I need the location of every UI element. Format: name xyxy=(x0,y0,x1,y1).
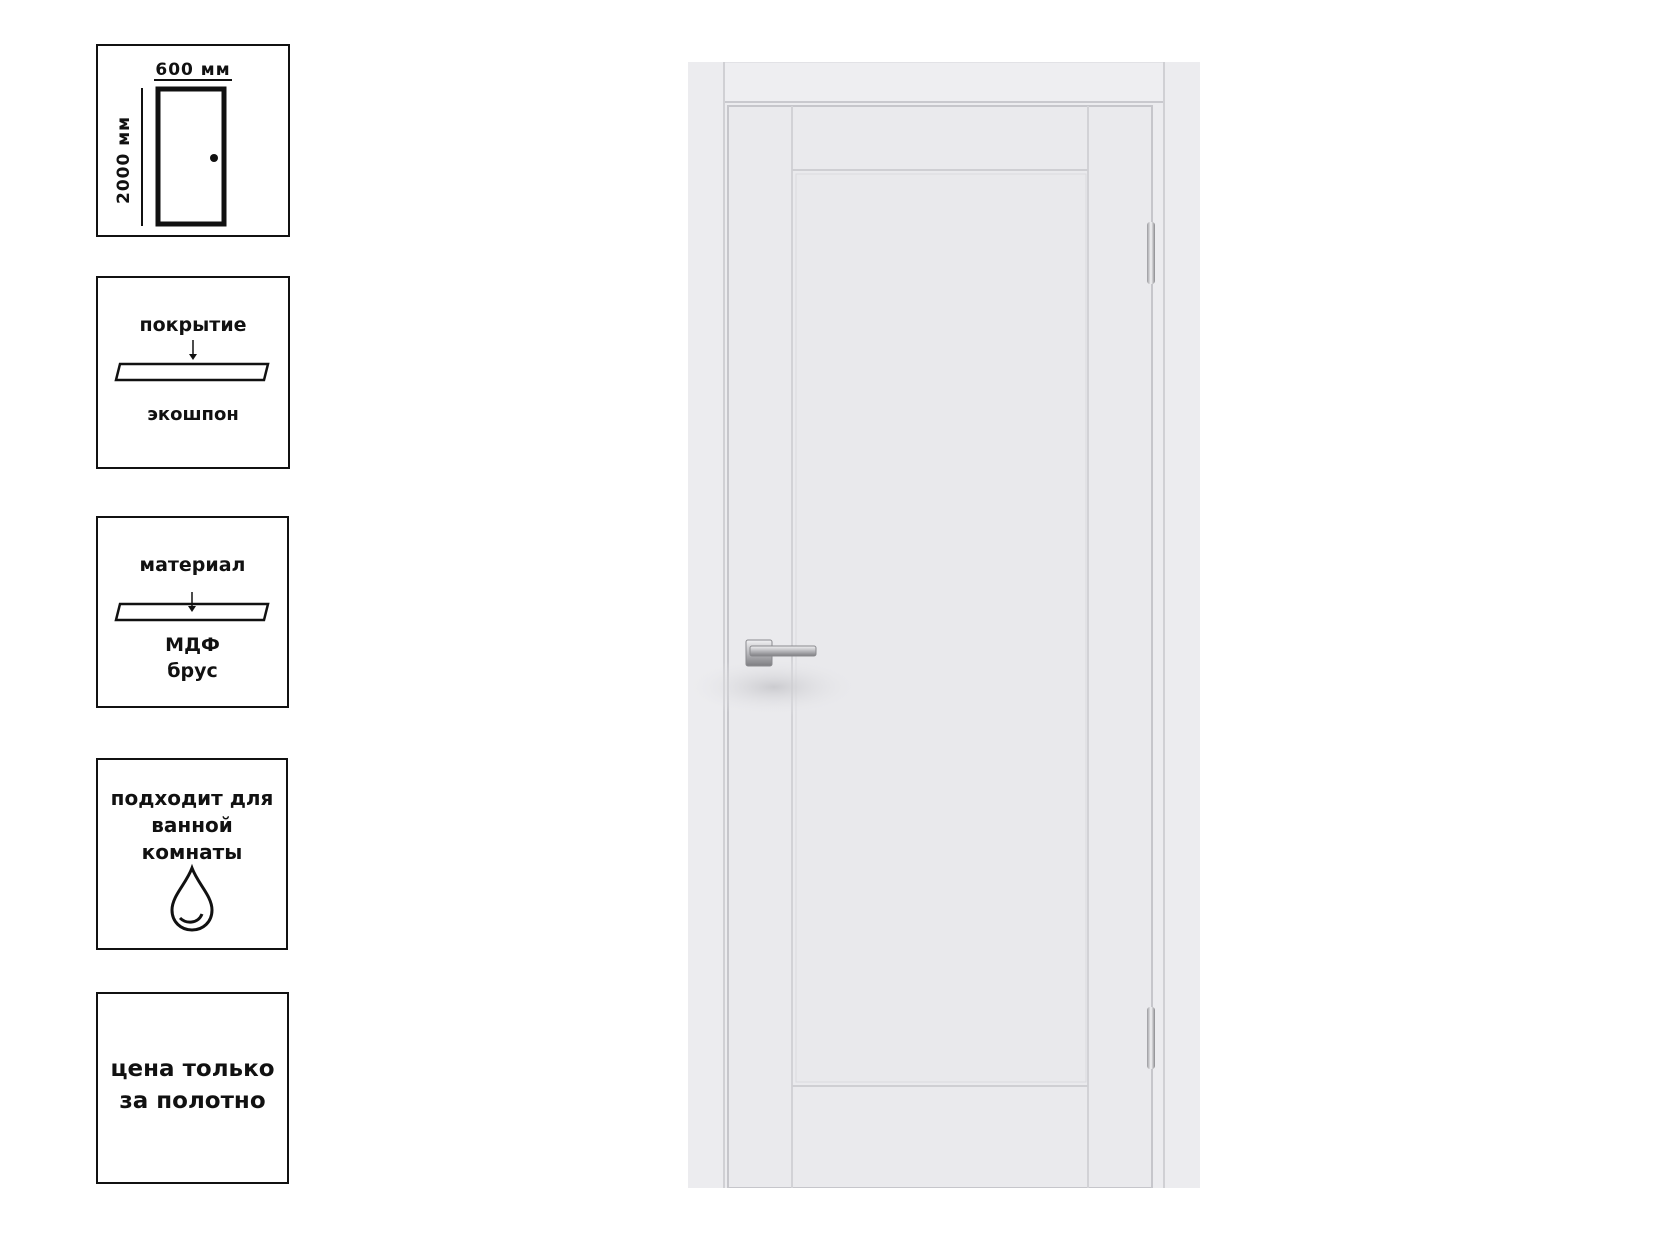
size-card xyxy=(96,44,290,237)
door-height-label: 2000 мм xyxy=(114,115,134,204)
material-value-line2: брус xyxy=(167,660,218,682)
price-line2: за полотно xyxy=(119,1088,266,1114)
door-width-label: 600 мм xyxy=(155,60,231,80)
bathroom-line1: подходит для xyxy=(110,786,274,810)
material-title: материал xyxy=(139,554,246,576)
coating-title: покрытие xyxy=(139,314,247,336)
bathroom-line3: комнаты xyxy=(141,840,243,864)
water-drop-icon xyxy=(96,758,288,950)
material-value-line1: МДФ xyxy=(165,634,220,656)
door-image xyxy=(688,62,1200,1188)
door-drawing xyxy=(688,62,1200,1188)
coating-value: экошпон xyxy=(147,404,239,425)
bathroom-line2: ванной xyxy=(151,813,233,837)
coating-card xyxy=(96,276,290,469)
price-card xyxy=(96,992,289,1184)
layer-arrow-icon xyxy=(96,276,290,469)
price-line1: цена только xyxy=(110,1056,275,1082)
bathroom-card xyxy=(96,758,288,950)
material-card xyxy=(96,516,289,708)
